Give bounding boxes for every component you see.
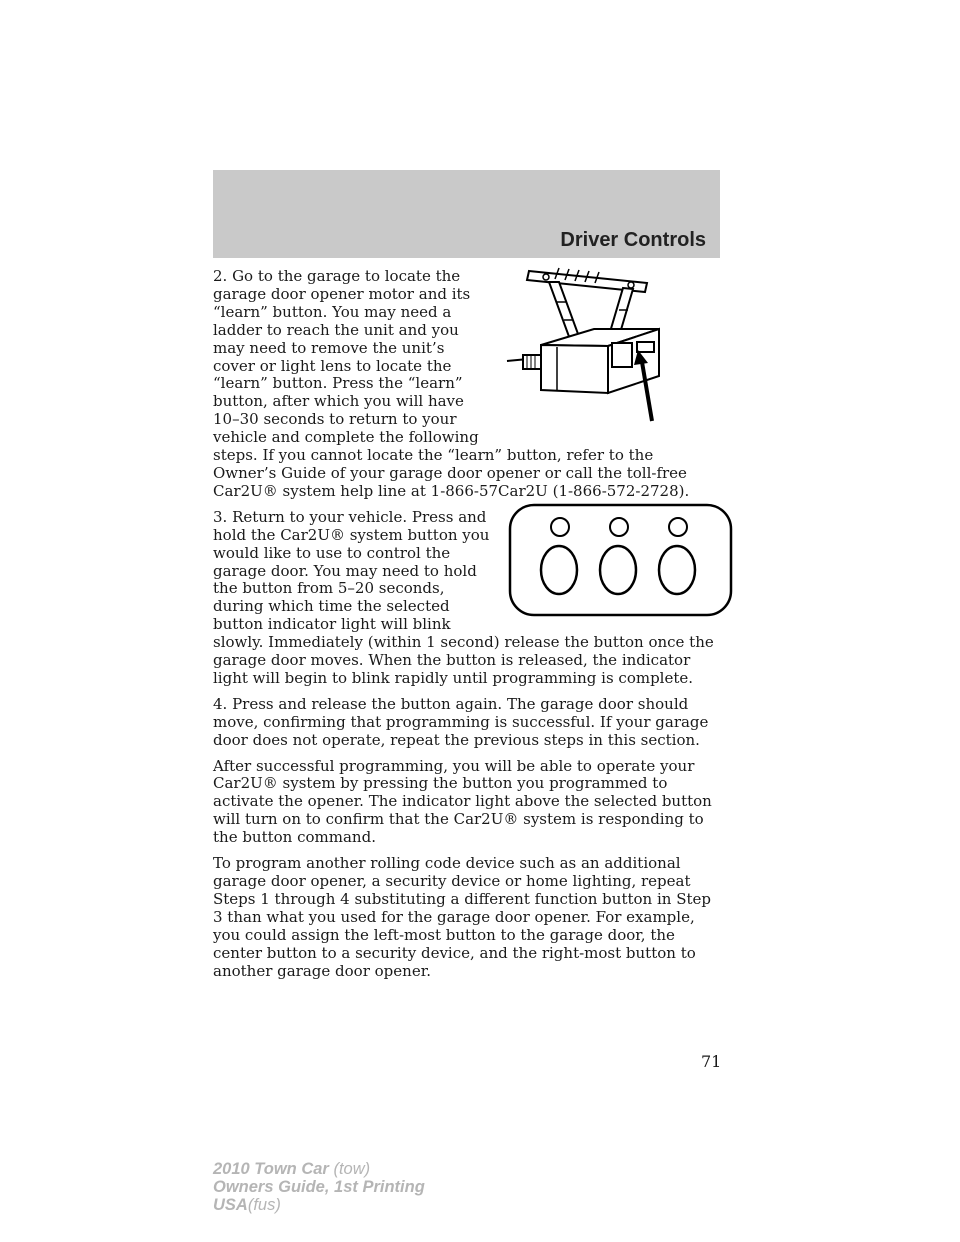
paragraph-step-3: 3. Return to your vehicle. Press and hold the Car2U® system button you would like to use to control the garage door. You may need to hold the button from 5–20 seconds, during which time the selected button indicator light will blink slowly. Immediately (within 1 second) release the button once the garage door moves. When the button is released, the indicator light will begin to blink rapidly until programming is complete. [213, 507, 714, 687]
footer [213, 1160, 425, 1214]
footer-market-code: (fus) [247, 1196, 281, 1214]
footer-line-1 [213, 1160, 425, 1178]
footer-market: USA [213, 1196, 248, 1214]
paragraph-program-other-device: To program another rolling code device such as an additional garage door opener, a security device or home lighting, repeat Steps 1 through 4 substituting a different function button in Step 3 than what you used for the garage door opener. For example, you could assign the left-most button to the garage door, the center button to a security device, and the right-most button to another garage door opener. [213, 854, 711, 980]
footer-model-code: (tow) [333, 1160, 371, 1178]
footer-line-2: Owners Guide, 1st Printing [213, 1178, 425, 1196]
page-number: 71 [701, 1052, 722, 1071]
paragraph-after-programming: After successful programming, you will be able to operate your Car2U® system by pressing the button you programmed to activate the opener. The indicator light above the selected button will turn on to confirm that the Car2U® system is responding to the button command. [213, 756, 712, 847]
paragraph-step-4: 4. Press and release the button again. The garage door should move, confirming that programming is successful. If your garage door does not operate, repeat the previous steps in this section. [213, 694, 709, 749]
body-text [213, 268, 721, 988]
footer-line-3 [213, 1196, 425, 1214]
footer-model: 2010 Town Car [213, 1160, 329, 1178]
section-header-band [213, 170, 720, 258]
car2u-three-button-panel-illustration [508, 503, 733, 621]
paragraph-step-2: 2. Go to the garage to locate the garage door opener motor and its “learn” button. You may need a ladder to reach the unit and you may need to remove the unit’s cover or light lens to locate the “learn” button. Press the “learn” button, after which you will have 10–30 seconds to return to your vehicle and complete the following steps. If you cannot locate the “learn” button, refer to the Owner’s Guide of your garage door opener or call the toll-free Car2U® system help line at 1-866-57Car2U (1-866-572-2728). [213, 267, 690, 500]
garage-door-opener-motor-illustration [499, 258, 734, 433]
section-title: Driver Controls [560, 229, 706, 251]
